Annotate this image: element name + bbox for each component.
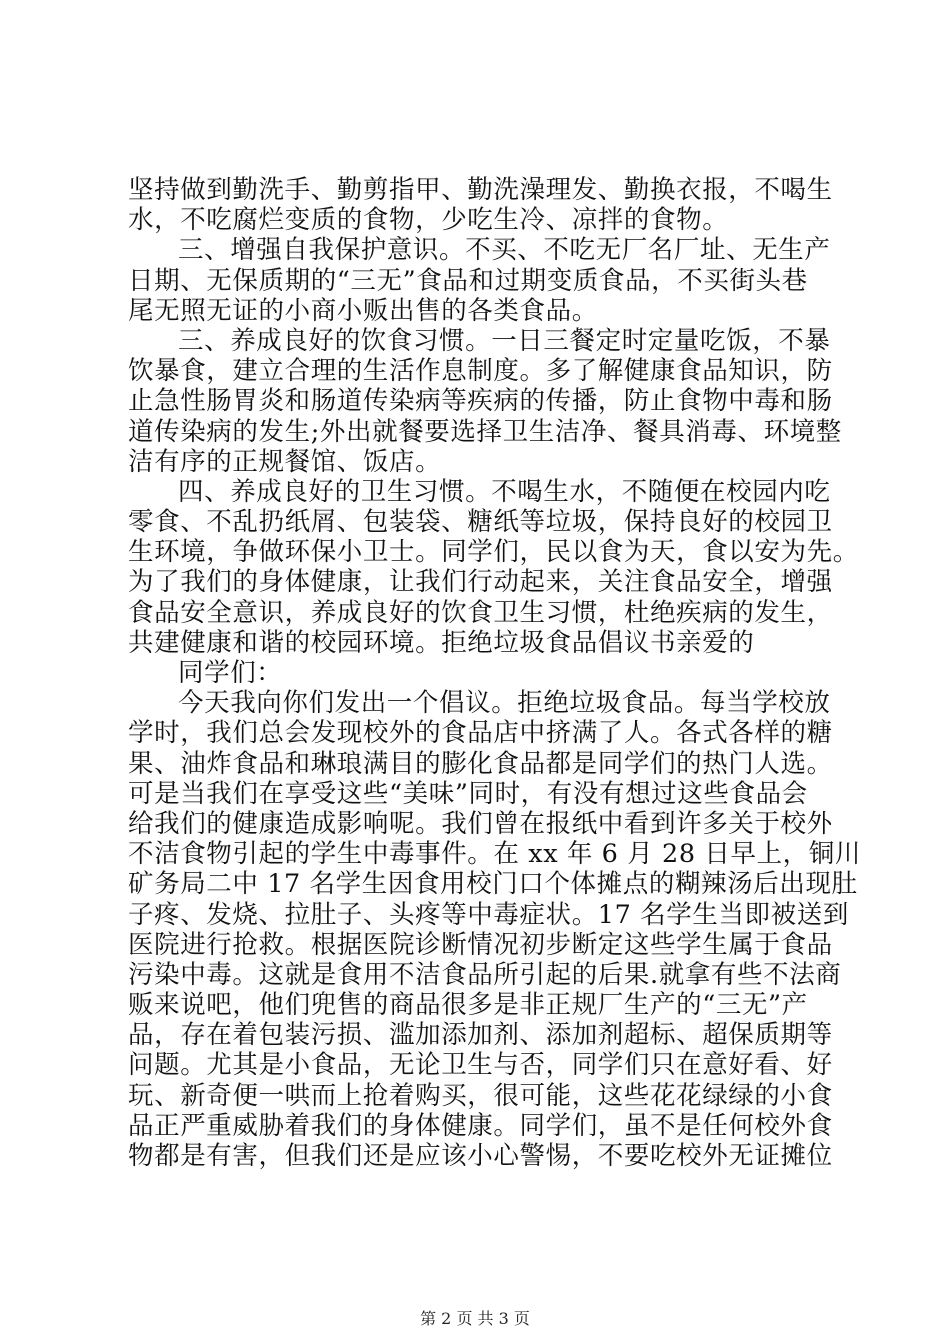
text-line: 饮暴食，建立合理的生活作息制度。多了解健康食品知识，防	[128, 356, 833, 387]
text-line: 医院进行抢救。根据医院诊断情况初步断定这些学生属于食品	[128, 929, 833, 960]
text-line: 玩、新奇便一哄而上抢着购买，很可能，这些花花绿绿的小食	[128, 1080, 833, 1111]
text-line: 食品安全意识，养成良好的饮食卫生习惯，杜绝疾病的发生，	[128, 597, 833, 628]
text-line: 水，不吃腐烂变质的食物，少吃生冷、凉拌的食物。	[128, 205, 729, 236]
text-line: 果、油炸食品和琳琅满目的膨化食品都是同学们的热门人选。	[128, 748, 833, 779]
text-line: 日期、无保质期的“三无”食品和过期变质食品，不买街头巷	[128, 265, 808, 296]
text-line: 为了我们的身体健康，让我们行动起来，关注食品安全，增强	[128, 567, 833, 598]
text-line: 三、养成良好的饮食习惯。一日三餐定时定量吃饭，不暴	[178, 325, 831, 356]
text-line: 污染中毒。这就是食用不洁食品所引起的后果.就拿有些不法商	[128, 959, 842, 990]
text-line: 品正严重威胁着我们的身体健康。同学们，虽不是任何校外食	[128, 1110, 833, 1141]
text-line: 不洁食物引起的学生中毒事件。在 xx 年 6 月 28 日早上，铜川	[128, 839, 861, 870]
text-line: 给我们的健康造成影响呢。我们曾在报纸中看到许多关于校外	[128, 808, 833, 839]
text-line: 问题。尤其是小食品，无论卫生与否，同学们只在意好看、好	[128, 1050, 833, 1081]
text-line: 坚持做到勤洗手、勤剪指甲、勤洗澡理发、勤换衣报，不喝生	[128, 175, 833, 205]
text-line: 止急性肠胃炎和肠道传染病等疾病的传播，防止食物中毒和肠	[128, 386, 833, 417]
text-line: 三、增强自我保护意识。不买、不吃无厂名厂址、无生产	[178, 235, 831, 266]
text-line: 零食、不乱扔纸屑、包装袋、糖纸等垃圾，保持良好的校园卫	[128, 507, 833, 538]
text-line: 品，存在着包装污损、滥加添加剂、添加剂超标、超保质期等	[128, 1020, 833, 1051]
text-line: 今天我向你们发出一个倡议。拒绝垃圾食品。每当学校放	[178, 688, 831, 719]
text-line: 矿务局二中 17 名学生因食用校门口个体摊点的糊辣汤后出现肚	[128, 869, 858, 900]
text-line: 可是当我们在享受这些“美味”同时，有没有想过这些食品会	[128, 778, 808, 809]
text-line: 贩来说吧，他们兜售的商品很多是非正规厂生产的“三无”产	[128, 990, 808, 1021]
text-line: 子疼、发烧、拉肚子、头疼等中毒症状。17 名学生当即被送到	[128, 899, 849, 930]
text-line: 洁有序的正规餐馆、饭店。	[128, 446, 442, 477]
text-line: 学时，我们总会发现校外的食品店中挤满了人。各式各样的糖	[128, 718, 833, 749]
text-line: 尾无照无证的小商小贩出售的各类食品。	[128, 295, 598, 326]
page-footer: 第 2 页 共 3 页	[420, 1309, 530, 1328]
text-line: 生环境，争做环保小卫士。同学们，民以食为天，食以安为先。	[128, 537, 859, 568]
text-line: 同学们：	[178, 658, 283, 688]
text-line: 共建健康和谐的校园环境。拒绝垃圾食品倡议书亲爱的	[128, 627, 755, 658]
document-body	[128, 175, 861, 1171]
text-line: 物都是有害，但我们还是应该小心警惕，不要吃校外无证摊位	[128, 1141, 833, 1171]
text-line: 道传染病的发生;外出就餐要选择卫生洁净、餐具消毒、环境整	[128, 416, 842, 447]
text-line: 四、养成良好的卫生习惯。不喝生水，不随便在校园内吃	[178, 476, 831, 507]
